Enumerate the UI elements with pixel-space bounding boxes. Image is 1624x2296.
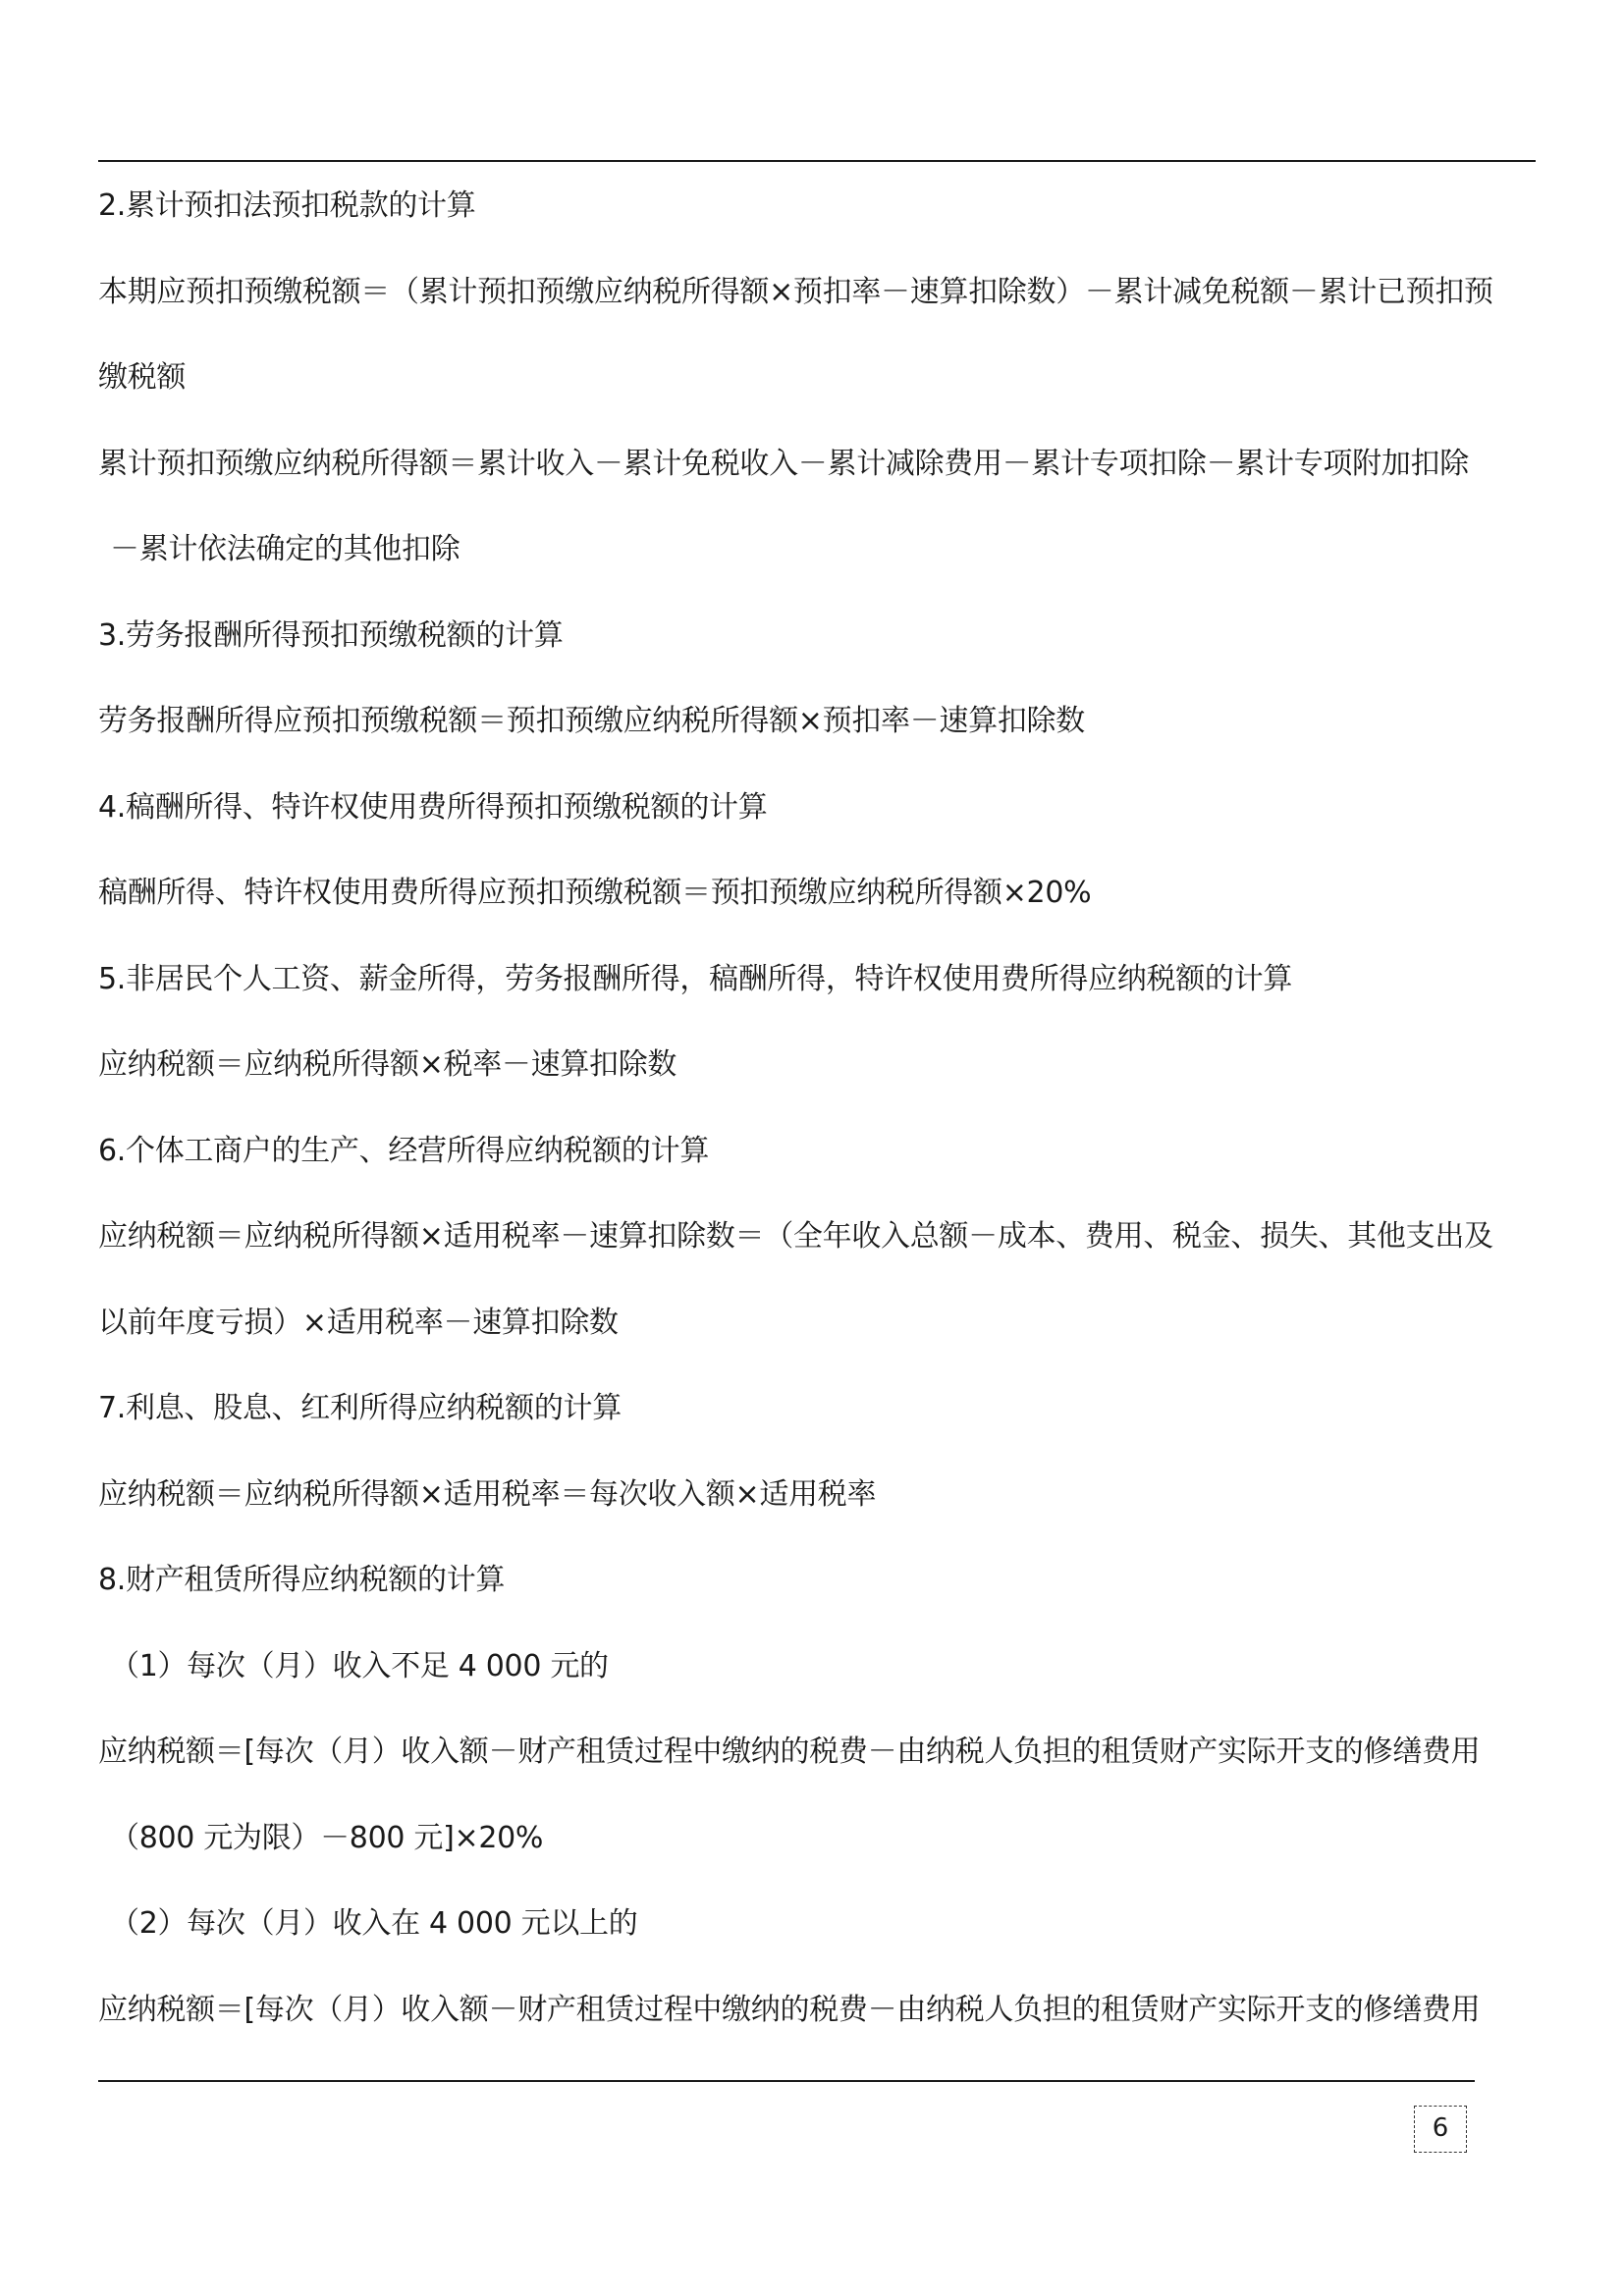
formula-line-continued: 缴税额 bbox=[98, 360, 187, 395]
formula-line: 应纳税额＝应纳税所得额×适用税率－速算扣除数＝（全年收入总额－成本、费用、税金、损失、其他支出及 bbox=[98, 1219, 1493, 1254]
formula-line: 累计预扣预缴应纳税所得额＝累计收入－累计免税收入－累计减除费用－累计专项扣除－累计专项附加扣除 bbox=[98, 446, 1469, 481]
section-heading-7: 7.利息、股息、红利所得应纳税额的计算 bbox=[98, 1391, 622, 1425]
formula-line: 应纳税额＝应纳税所得额×税率－速算扣除数 bbox=[98, 1047, 677, 1082]
subsection-heading-1: （1）每次（月）收入不足 4 000 元的 bbox=[110, 1648, 609, 1683]
formula-line: 应纳税额＝[每次（月）收入额－财产租赁过程中缴纳的税费－由纳税人负担的租赁财产实际开支的修缮费用 bbox=[98, 1992, 1481, 2027]
section-heading-4: 4.稿酬所得、特许权使用费所得预扣预缴税额的计算 bbox=[98, 789, 768, 825]
section-heading-5: 5.非居民个人工资、薪金所得，劳务报酬所得，稿酬所得，特许权使用费所得应纳税额的计算 bbox=[98, 961, 1293, 996]
header-rule bbox=[98, 160, 1536, 162]
section-heading-2: 2.累计预扣法预扣税款的计算 bbox=[98, 188, 476, 223]
section-heading-8: 8.财产租赁所得应纳税额的计算 bbox=[98, 1563, 506, 1597]
document-body bbox=[98, 177, 1538, 2066]
formula-line-continued: （800 元为限）－800 元]×20% bbox=[110, 1820, 544, 1855]
formula-line-continued: －累计依法确定的其他扣除 bbox=[110, 532, 460, 566]
formula-line: 应纳税额＝[每次（月）收入额－财产租赁过程中缴纳的税费－由纳税人负担的租赁财产实际开支的修缮费用 bbox=[98, 1735, 1481, 1769]
section-heading-6: 6.个体工商户的生产、经营所得应纳税额的计算 bbox=[98, 1133, 710, 1168]
formula-line: 劳务报酬所得应预扣预缴税额＝预扣预缴应纳税所得额×预扣率－速算扣除数 bbox=[98, 704, 1085, 738]
formula-line: 应纳税额＝应纳税所得额×适用税率＝每次收入额×适用税率 bbox=[98, 1476, 877, 1512]
footer-rule bbox=[98, 2080, 1475, 2082]
page-number: 6 bbox=[1414, 2106, 1467, 2153]
formula-line: 稿酬所得、特许权使用费所得应预扣预缴税额＝预扣预缴应纳税所得额×20% bbox=[98, 876, 1092, 910]
section-heading-3: 3.劳务报酬所得预扣预缴税额的计算 bbox=[98, 617, 564, 653]
formula-line: 本期应预扣预缴税额＝（累计预扣预缴应纳税所得额×预扣率－速算扣除数）－累计减免税额－累计已预扣预 bbox=[98, 274, 1493, 309]
formula-line-continued: 以前年度亏损）×适用税率－速算扣除数 bbox=[98, 1305, 619, 1340]
subsection-heading-2: （2）每次（月）收入在 4 000 元以上的 bbox=[110, 1906, 638, 1941]
